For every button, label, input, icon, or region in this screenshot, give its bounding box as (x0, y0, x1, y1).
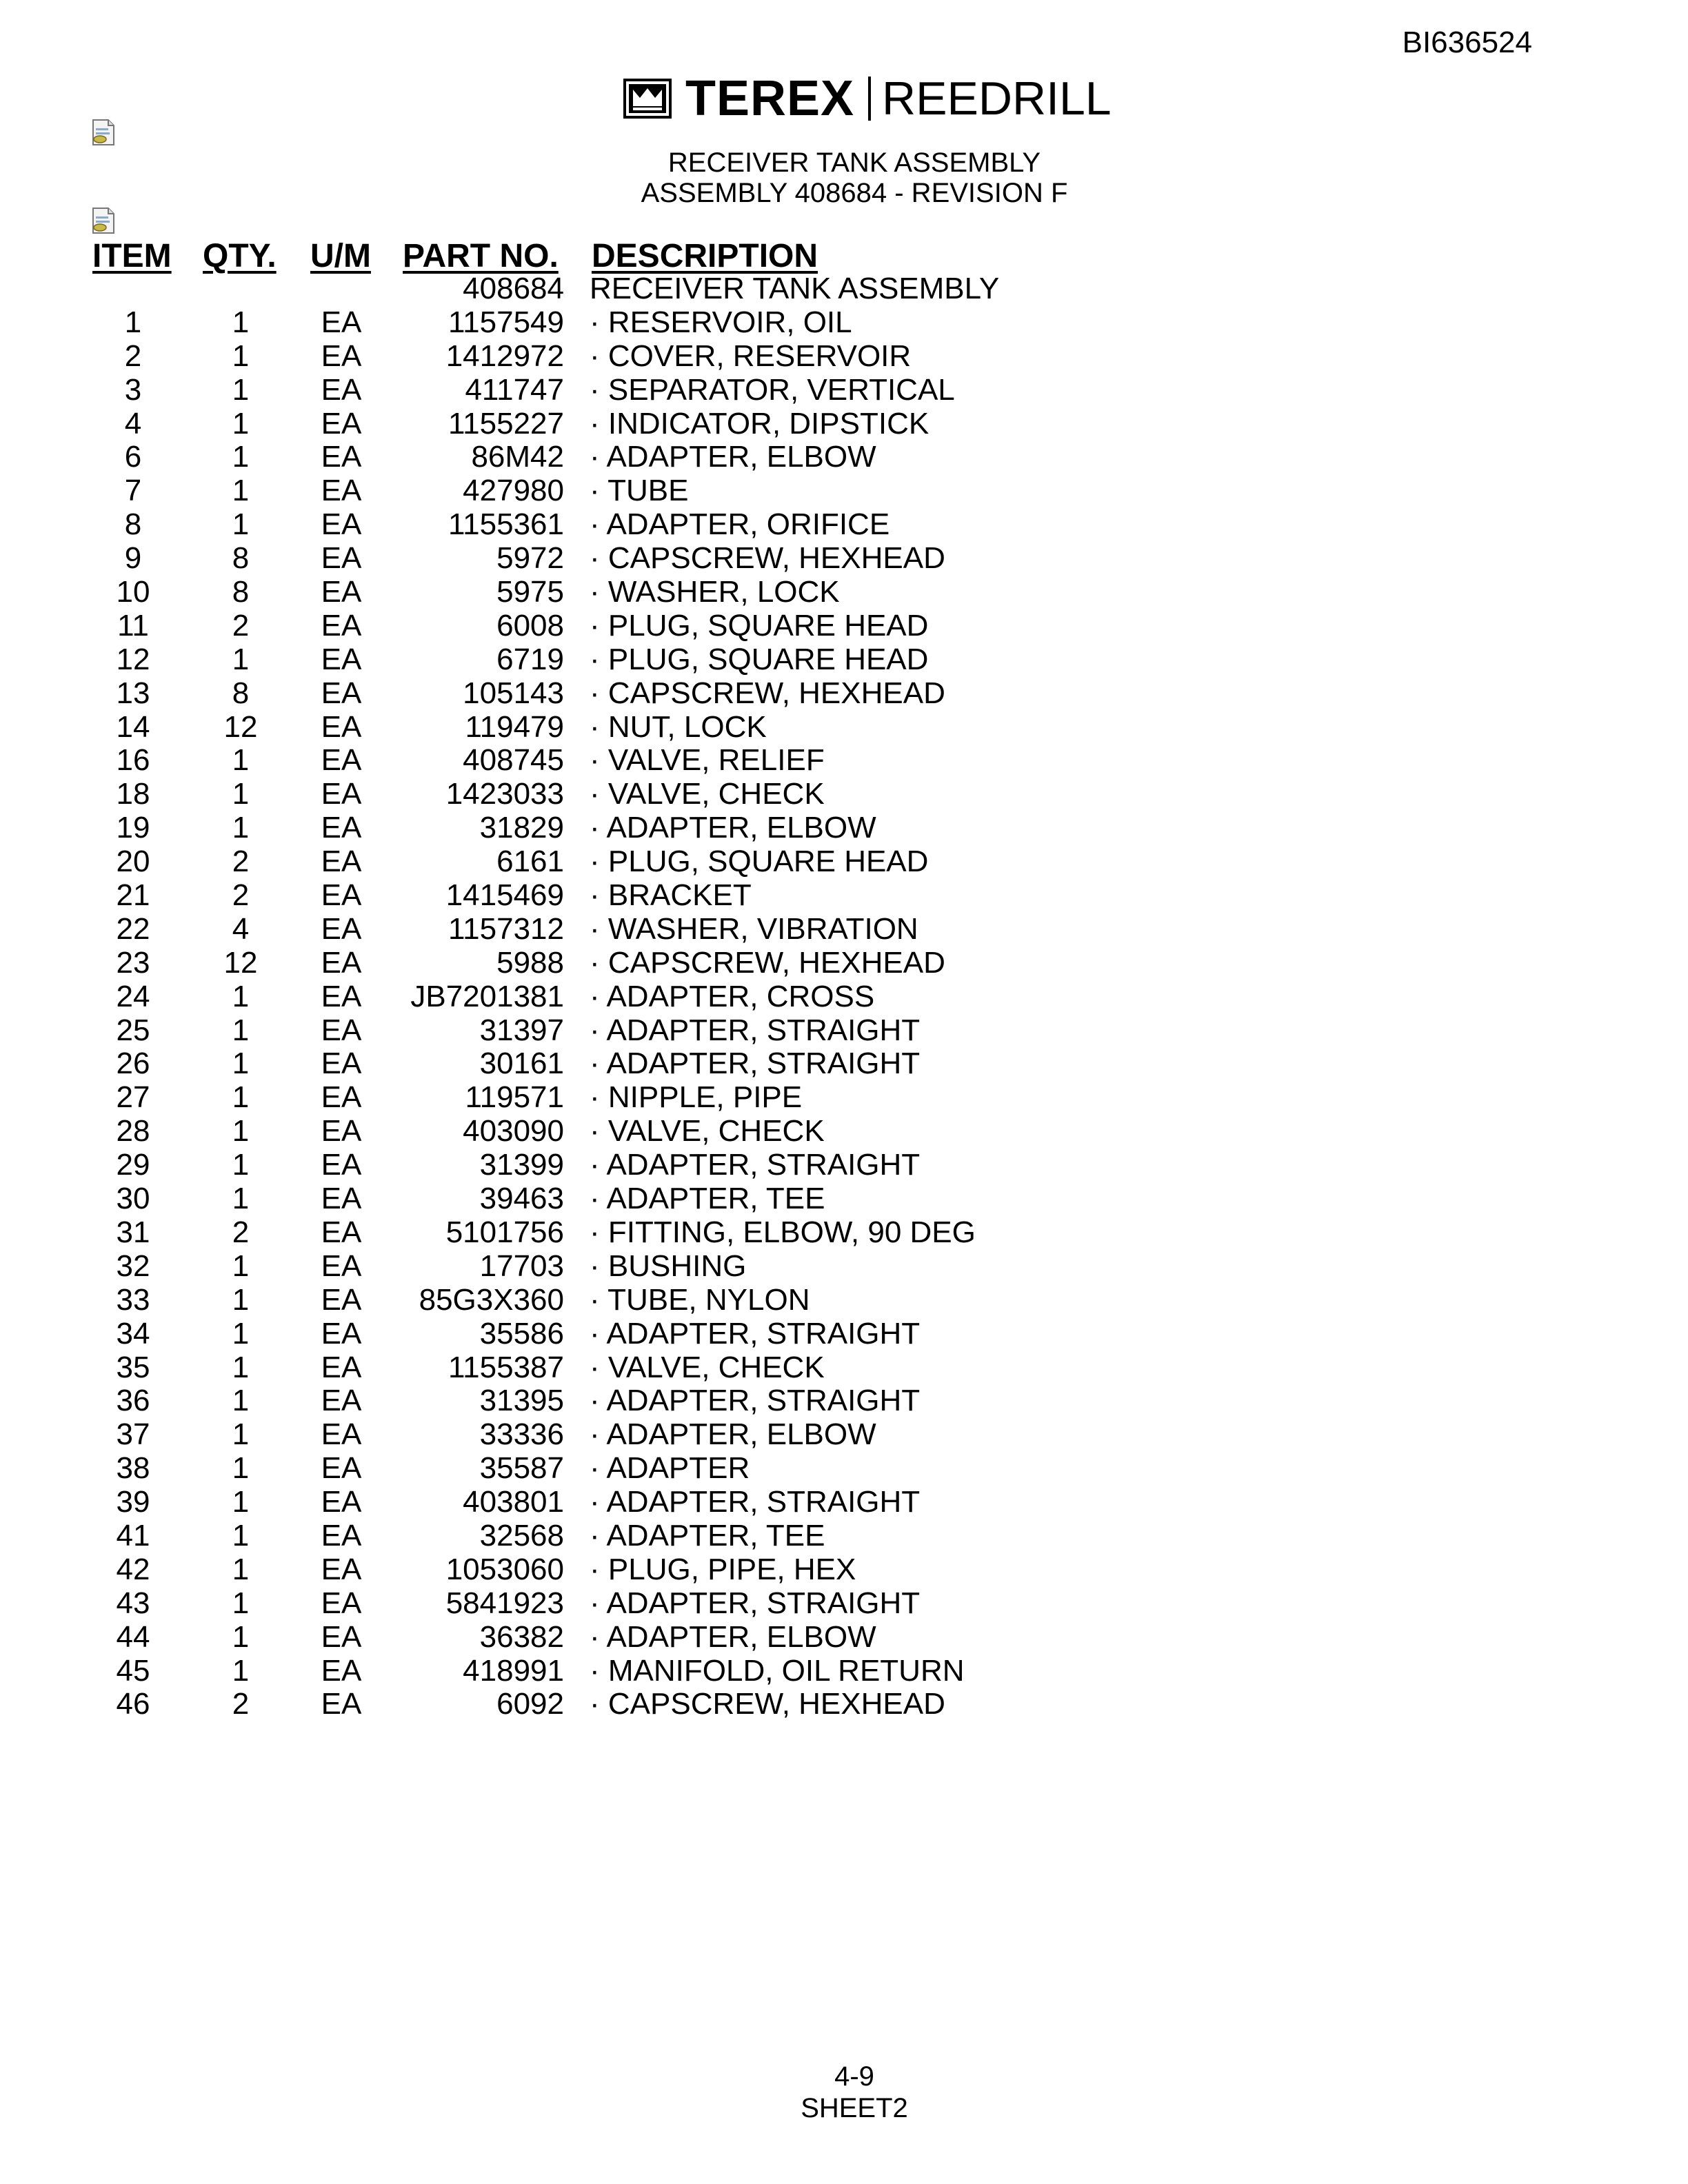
qty-cell: 1 (232, 474, 250, 508)
um-cell: EA (321, 1653, 362, 1688)
table-row (0, 1451, 1688, 1485)
part-number-cell: 1053060 (445, 1552, 564, 1586)
part-number-cell: 5841923 (445, 1586, 564, 1620)
table-row (0, 305, 1688, 339)
table-row (0, 1687, 1688, 1721)
column-header-qty: QTY. (203, 238, 277, 274)
um-cell: EA (321, 1619, 362, 1654)
description-cell: · FITTING, ELBOW, 90 DEG (590, 1215, 976, 1249)
qty-cell: 1 (232, 1248, 250, 1283)
qty-cell: 2 (232, 878, 250, 913)
table-row (0, 710, 1688, 744)
document-icon[interactable] (90, 119, 117, 146)
item-cell: 18 (116, 777, 150, 811)
sheet-label: SHEET2 (801, 2093, 908, 2123)
item-cell: 34 (116, 1316, 150, 1351)
description-cell: · RESERVOIR, OIL (590, 305, 852, 339)
part-number-cell: 35586 (479, 1316, 564, 1351)
table-row (0, 1384, 1688, 1417)
um-cell: EA (321, 575, 362, 609)
assembly-revision: ASSEMBLY 408684 - REVISION F (641, 178, 1068, 208)
column-header-um: U/M (310, 238, 371, 274)
part-number-cell: 35587 (479, 1451, 564, 1486)
part-number-cell: JB7201381 (410, 979, 564, 1013)
description-cell: · BRACKET (590, 878, 752, 913)
item-cell: 37 (116, 1417, 150, 1452)
item-cell: 38 (116, 1451, 150, 1486)
table-row (0, 878, 1688, 912)
part-number-cell: 1155227 (448, 406, 564, 441)
part-number-cell: 403090 (463, 1114, 564, 1149)
description-cell: · PLUG, SQUARE HEAD (590, 845, 929, 879)
qty-cell: 1 (232, 1046, 250, 1081)
description-cell: · ADAPTER, STRAIGHT (590, 1316, 921, 1351)
qty-cell: 1 (232, 1485, 250, 1519)
description-cell: · CAPSCREW, HEXHEAD (590, 1687, 945, 1721)
item-cell: 4 (124, 406, 142, 441)
table-row (0, 575, 1688, 609)
qty-cell: 8 (232, 676, 250, 710)
um-cell: EA (321, 507, 362, 542)
part-number-cell: 5101756 (445, 1215, 564, 1249)
um-cell: EA (321, 845, 362, 879)
um-cell: EA (321, 1316, 362, 1351)
description-cell: · TUBE, NYLON (590, 1282, 810, 1317)
um-cell: EA (321, 1485, 362, 1519)
table-row (0, 1114, 1688, 1148)
table-row (0, 1148, 1688, 1182)
um-cell: EA (321, 1013, 362, 1047)
table-row (0, 743, 1688, 777)
description-cell: · CAPSCREW, HEXHEAD (590, 541, 945, 576)
description-cell: · CAPSCREW, HEXHEAD (590, 945, 945, 980)
part-number-cell: 85G3X360 (419, 1282, 564, 1317)
item-cell: 3 (124, 372, 142, 407)
description-cell: · SEPARATOR, VERTICAL (590, 372, 955, 407)
table-row (0, 1553, 1688, 1586)
description-cell: · WASHER, VIBRATION (590, 911, 918, 946)
part-number-cell: 36382 (479, 1619, 564, 1654)
table-row (0, 676, 1688, 710)
qty-cell: 1 (232, 338, 250, 373)
description-cell: · CAPSCREW, HEXHEAD (590, 676, 945, 710)
um-cell: EA (321, 1148, 362, 1182)
description-cell: · ADAPTER, ELBOW (590, 1619, 876, 1654)
description-cell: · ADAPTER, ELBOW (590, 1417, 876, 1452)
item-cell: 8 (124, 507, 142, 542)
table-row (0, 1519, 1688, 1553)
description-cell: · VALVE, RELIEF (590, 743, 825, 778)
item-cell: 23 (116, 945, 150, 980)
part-number-cell: 408745 (463, 743, 564, 778)
table-row (0, 1586, 1688, 1620)
um-cell: EA (321, 338, 362, 373)
description-cell: · NUT, LOCK (590, 709, 767, 744)
description-cell: · ADAPTER, CROSS (590, 979, 875, 1013)
item-cell: 24 (116, 979, 150, 1013)
part-number-cell: 119479 (465, 709, 564, 744)
table-row (0, 440, 1688, 474)
qty-cell: 1 (232, 1114, 250, 1149)
um-cell: EA (321, 305, 362, 339)
part-number-cell: 6719 (496, 642, 564, 676)
description-cell: · ADAPTER, ELBOW (590, 811, 876, 845)
um-cell: EA (321, 474, 362, 508)
parts-table (0, 272, 1688, 1721)
qty-cell: 2 (232, 608, 250, 643)
table-row (0, 643, 1688, 676)
qty-cell: 2 (232, 845, 250, 879)
qty-cell: 1 (232, 372, 250, 407)
description-cell: · PLUG, PIPE, HEX (590, 1552, 856, 1586)
qty-cell: 1 (232, 1013, 250, 1047)
qty-cell: 4 (232, 911, 250, 946)
item-cell: 21 (116, 878, 150, 913)
description-cell: · TUBE (590, 474, 689, 508)
item-cell: 13 (116, 676, 150, 710)
item-cell: 25 (116, 1013, 150, 1047)
part-number-cell: 105143 (463, 676, 564, 710)
item-cell: 32 (116, 1248, 150, 1283)
item-cell: 1 (124, 305, 142, 339)
um-cell: EA (321, 1518, 362, 1553)
description-cell: · COVER, RESERVOIR (590, 338, 912, 373)
um-cell: EA (321, 1417, 362, 1452)
description-cell: · PLUG, SQUARE HEAD (590, 608, 929, 643)
part-number-cell: 31395 (479, 1384, 564, 1418)
um-cell: EA (321, 911, 362, 946)
um-cell: EA (321, 1586, 362, 1620)
qty-cell: 1 (232, 305, 250, 339)
part-number-cell: 1423033 (445, 777, 564, 811)
item-cell: 27 (116, 1080, 150, 1115)
qty-cell: 1 (232, 1282, 250, 1317)
table-row (0, 272, 1688, 305)
description-cell: · ADAPTER (590, 1451, 750, 1486)
table-row (0, 1046, 1688, 1080)
part-number-cell: 33336 (479, 1417, 564, 1452)
item-cell: 28 (116, 1114, 150, 1149)
qty-cell: 1 (232, 1350, 250, 1384)
part-number-cell: 1415469 (445, 878, 564, 913)
qty-cell: 1 (232, 1451, 250, 1486)
table-row (0, 1249, 1688, 1283)
table-row (0, 980, 1688, 1013)
um-cell: EA (321, 811, 362, 845)
item-cell: 29 (116, 1148, 150, 1182)
um-cell: EA (321, 1451, 362, 1486)
qty-cell: 1 (232, 1586, 250, 1620)
part-number-cell: 6092 (496, 1687, 564, 1721)
part-number-cell: 6161 (496, 845, 564, 879)
part-number-cell: 86M42 (471, 440, 564, 474)
description-cell: · ADAPTER, STRAIGHT (590, 1013, 921, 1047)
table-row (0, 1317, 1688, 1351)
um-cell: EA (321, 440, 362, 474)
qty-cell: 1 (232, 1080, 250, 1115)
description-cell: · VALVE, CHECK (590, 777, 825, 811)
description-cell: · ADAPTER, STRAIGHT (590, 1485, 921, 1519)
description-cell: · ADAPTER, STRAIGHT (590, 1384, 921, 1418)
description-cell: · ADAPTER, TEE (590, 1182, 825, 1216)
qty-cell: 1 (232, 1316, 250, 1351)
part-number-cell: 30161 (479, 1046, 564, 1081)
part-number-cell: 39463 (479, 1182, 564, 1216)
part-number-cell: 1157549 (448, 305, 564, 339)
description-cell: · ADAPTER, STRAIGHT (590, 1586, 921, 1620)
um-cell: EA (321, 642, 362, 676)
um-cell: EA (321, 945, 362, 980)
part-number-cell: 1157312 (448, 911, 564, 946)
um-cell: EA (321, 406, 362, 441)
um-cell: EA (321, 1182, 362, 1216)
um-cell: EA (321, 1248, 362, 1283)
qty-cell: 1 (232, 777, 250, 811)
part-number-cell: 32568 (479, 1518, 564, 1553)
um-cell: EA (321, 1687, 362, 1721)
table-row (0, 373, 1688, 407)
table-row (0, 507, 1688, 541)
um-cell: EA (321, 709, 362, 744)
item-cell: 20 (116, 845, 150, 879)
table-row (0, 1215, 1688, 1249)
um-cell: EA (321, 1282, 362, 1317)
table-row (0, 474, 1688, 507)
item-cell: 14 (116, 709, 150, 744)
qty-cell: 8 (232, 575, 250, 609)
description-cell: · INDICATOR, DIPSTICK (590, 406, 930, 441)
part-number-cell: 6008 (496, 608, 564, 643)
qty-cell: 1 (232, 1148, 250, 1182)
table-row (0, 1417, 1688, 1451)
description-cell: · WASHER, LOCK (590, 575, 840, 609)
terex-reedrill-logo (623, 71, 1112, 126)
item-cell: 26 (116, 1046, 150, 1081)
part-number-cell: 17703 (479, 1248, 564, 1283)
description-cell: RECEIVER TANK ASSEMBLY (590, 272, 1000, 305)
qty-cell: 1 (232, 1653, 250, 1688)
part-number-cell: 5988 (496, 945, 564, 980)
item-cell: 31 (116, 1215, 150, 1249)
qty-cell: 1 (232, 1619, 250, 1654)
table-row (0, 946, 1688, 980)
qty-cell: 12 (223, 945, 258, 980)
column-header-description: DESCRIPTION (592, 238, 818, 274)
table-row (0, 1654, 1688, 1688)
qty-cell: 1 (232, 507, 250, 542)
qty-cell: 1 (232, 642, 250, 676)
table-row (0, 912, 1688, 946)
part-number-cell: 411747 (465, 372, 564, 407)
description-cell: · VALVE, CHECK (590, 1350, 825, 1384)
table-row (0, 811, 1688, 845)
description-cell: · PLUG, SQUARE HEAD (590, 642, 929, 676)
document-icon[interactable] (90, 207, 117, 234)
logo-brand-text: TEREX (685, 71, 855, 126)
table-row (0, 1182, 1688, 1215)
item-cell: 33 (116, 1282, 150, 1317)
um-cell: EA (321, 372, 362, 407)
item-cell: 16 (116, 743, 150, 778)
part-number-cell: 31399 (479, 1148, 564, 1182)
um-cell: EA (321, 743, 362, 778)
um-cell: EA (321, 676, 362, 710)
um-cell: EA (321, 1350, 362, 1384)
document-title: RECEIVER TANK ASSEMBLY (667, 148, 1041, 178)
qty-cell: 1 (232, 811, 250, 845)
page-number: 4-9 (834, 2061, 874, 2092)
table-row (0, 777, 1688, 811)
logo-product-text: REEDRILL (882, 72, 1112, 125)
item-cell: 11 (117, 608, 149, 643)
item-cell: 12 (116, 642, 150, 676)
um-cell: EA (321, 878, 362, 913)
um-cell: EA (321, 777, 362, 811)
part-number-cell: 1412972 (445, 338, 564, 373)
qty-cell: 1 (232, 406, 250, 441)
qty-cell: 1 (232, 1552, 250, 1586)
item-cell: 10 (116, 575, 150, 609)
part-number-cell: 1155387 (448, 1350, 564, 1384)
item-cell: 7 (124, 474, 142, 508)
part-number-cell: 1155361 (448, 507, 564, 542)
um-cell: EA (321, 541, 362, 576)
item-cell: 43 (116, 1586, 150, 1620)
item-cell: 44 (116, 1619, 150, 1654)
description-cell: · NIPPLE, PIPE (590, 1080, 803, 1115)
table-row (0, 541, 1688, 575)
um-cell: EA (321, 1114, 362, 1149)
table-row (0, 407, 1688, 441)
document-id: BI636524 (1402, 26, 1532, 59)
qty-cell: 8 (232, 541, 250, 576)
part-number-cell: 119571 (465, 1080, 564, 1115)
item-cell: 46 (116, 1687, 150, 1721)
item-cell: 19 (116, 811, 150, 845)
item-cell: 2 (124, 338, 142, 373)
table-row (0, 1351, 1688, 1384)
description-cell: · ADAPTER, STRAIGHT (590, 1046, 921, 1081)
item-cell: 30 (116, 1182, 150, 1216)
terex-crown-logo-icon (623, 79, 672, 119)
logo-divider (868, 77, 871, 121)
table-row (0, 1620, 1688, 1654)
table-row (0, 1013, 1688, 1047)
qty-cell: 1 (232, 1417, 250, 1452)
part-number-cell: 408684 (463, 272, 564, 305)
item-cell: 22 (116, 911, 150, 946)
part-number-cell: 5972 (496, 541, 564, 576)
table-row (0, 1283, 1688, 1317)
description-cell: · ADAPTER, ORIFICE (590, 507, 890, 542)
description-cell: · VALVE, CHECK (590, 1114, 825, 1149)
description-cell: · MANIFOLD, OIL RETURN (590, 1653, 965, 1688)
qty-cell: 1 (232, 440, 250, 474)
part-number-cell: 427980 (463, 474, 564, 508)
part-number-cell: 418991 (463, 1653, 564, 1688)
table-row (0, 1080, 1688, 1114)
part-number-cell: 31829 (479, 811, 564, 845)
um-cell: EA (321, 1046, 362, 1081)
qty-cell: 2 (232, 1215, 250, 1249)
item-cell: 35 (116, 1350, 150, 1384)
qty-cell: 1 (232, 1518, 250, 1553)
table-row (0, 1485, 1688, 1519)
table-row (0, 609, 1688, 643)
description-cell: · ADAPTER, TEE (590, 1518, 825, 1553)
description-cell: · ADAPTER, ELBOW (590, 440, 876, 474)
item-cell: 6 (124, 440, 142, 474)
qty-cell: 12 (223, 709, 258, 744)
um-cell: EA (321, 608, 362, 643)
um-cell: EA (321, 1552, 362, 1586)
column-header-item: ITEM (92, 238, 172, 274)
description-cell: · ADAPTER, STRAIGHT (590, 1148, 921, 1182)
description-cell: · BUSHING (590, 1248, 747, 1283)
part-number-cell: 403801 (463, 1485, 564, 1519)
um-cell: EA (321, 979, 362, 1013)
qty-cell: 1 (232, 1182, 250, 1216)
item-cell: 41 (116, 1518, 150, 1553)
um-cell: EA (321, 1080, 362, 1115)
item-cell: 42 (116, 1552, 150, 1586)
part-number-cell: 31397 (479, 1013, 564, 1047)
qty-cell: 1 (232, 1384, 250, 1418)
item-cell: 39 (116, 1485, 150, 1519)
item-cell: 45 (116, 1653, 150, 1688)
um-cell: EA (321, 1384, 362, 1418)
qty-cell: 1 (232, 979, 250, 1013)
item-cell: 36 (116, 1384, 150, 1418)
item-cell: 9 (124, 541, 142, 576)
column-header-part-no: PART NO. (403, 238, 559, 274)
qty-cell: 1 (232, 743, 250, 778)
um-cell: EA (321, 1215, 362, 1249)
qty-cell: 2 (232, 1687, 250, 1721)
table-row (0, 845, 1688, 878)
table-row (0, 339, 1688, 373)
part-number-cell: 5975 (496, 575, 564, 609)
